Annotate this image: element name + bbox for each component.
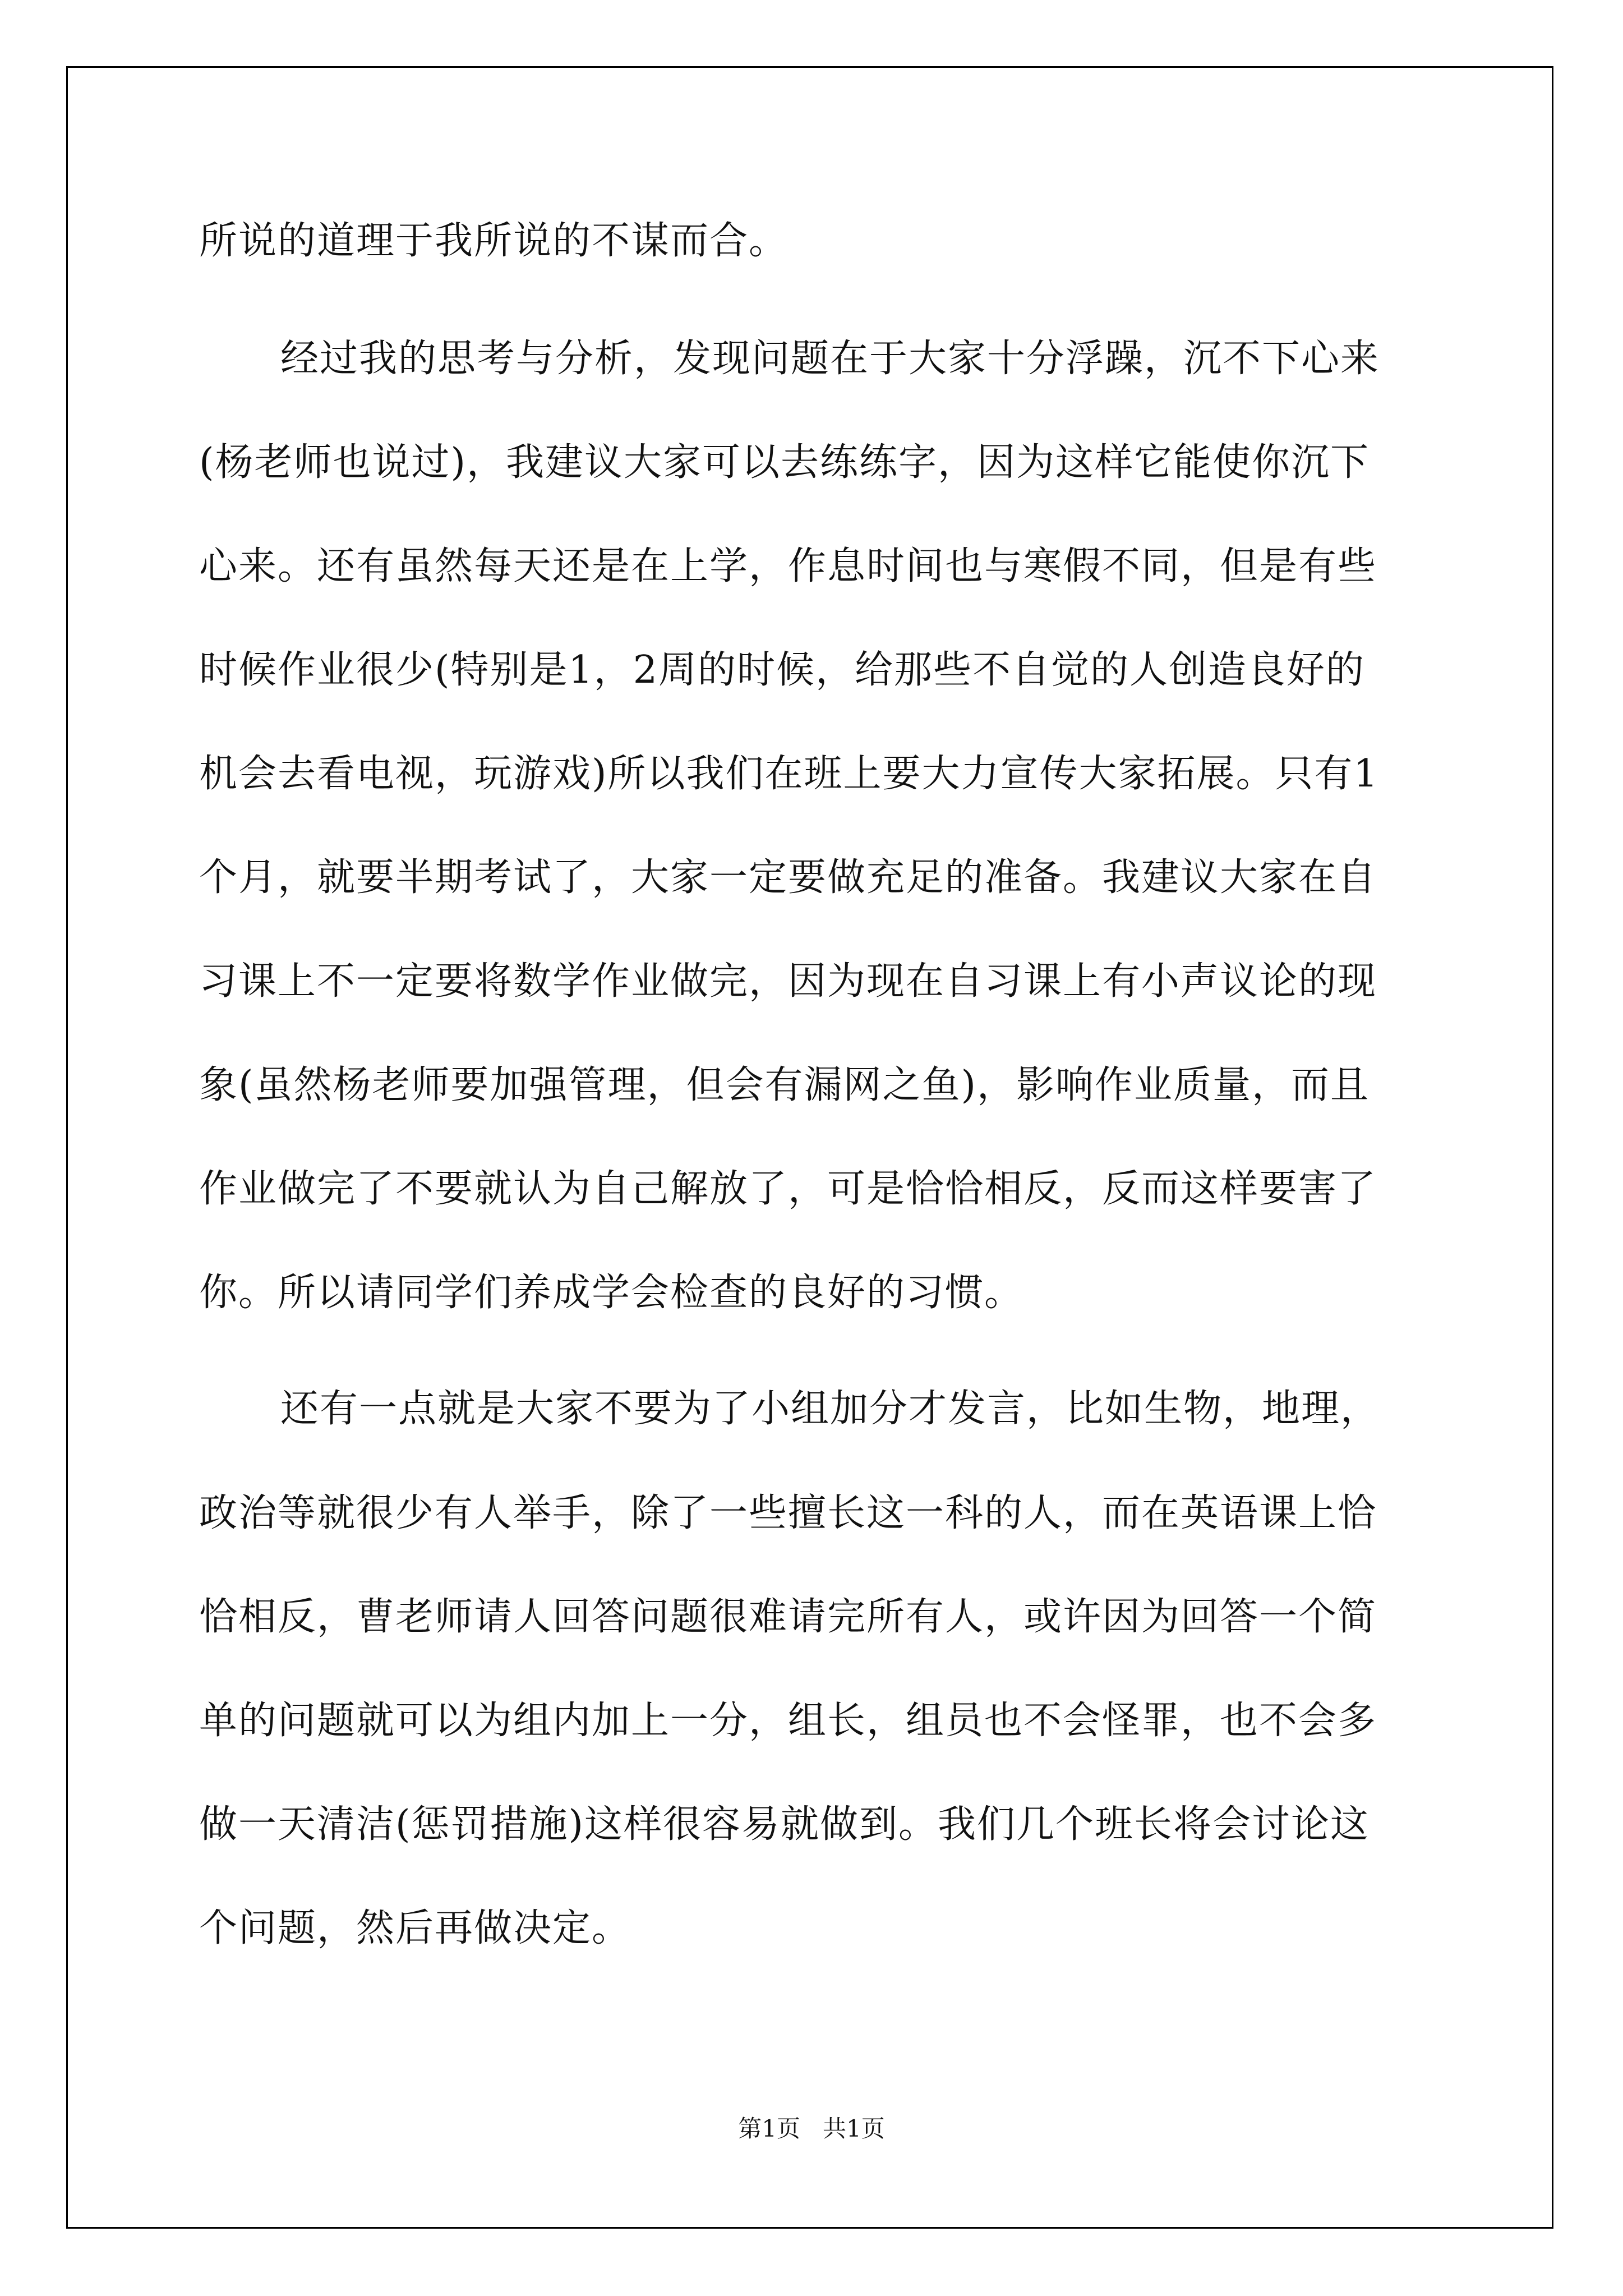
text-line: 经过我的思考与分析，发现问题在于大家十分浮躁，沉不下心来 xyxy=(280,337,1380,381)
text-line: 个月，就要半期考试了，大家一定要做充足的准备。我建议大家在自 xyxy=(199,855,1377,900)
text-line: 单的问题就可以为组内加上一分，组长，组员也不会怪罪，也不会多 xyxy=(199,1699,1377,1743)
text-line: (杨老师也说过)，我建议大家可以去练练字，因为这样它能使你沉下 xyxy=(199,440,1370,485)
text-line: 时候作业很少(特别是1，2周的时候，给那些不自觉的人创造良好的 xyxy=(199,648,1366,692)
text-line: 作业做完了不要就认为自己解放了，可是恰恰相反，反而这样要害了 xyxy=(199,1167,1377,1211)
text-line: 还有一点就是大家不要为了小组加分才发言，比如生物，地理， xyxy=(280,1387,1380,1431)
text-line: 政治等就很少有人举手，除了一些擅长这一科的人，而在英语课上恰 xyxy=(199,1491,1377,1535)
text-line: 恰相反，曹老师请人回答问题很难请完所有人，或许因为回答一个简 xyxy=(199,1595,1377,1639)
page-number-footer: 第1页 共1页 xyxy=(738,2115,885,2142)
text-line: 习课上不一定要将数学作业做完，因为现在自习课上有小声议论的现 xyxy=(199,959,1377,1004)
text-line: 心来。还有虽然每天还是在上学，作息时间也与寒假不同，但是有些 xyxy=(199,544,1377,588)
text-line: 象(虽然杨老师要加强管理，但会有漏网之鱼)，影响作业质量，而且 xyxy=(199,1063,1370,1107)
text-line: 所说的道理于我所说的不谋而合。 xyxy=(199,219,789,263)
text-line: 做一天清洁(惩罚措施)这样很容易就做到。我们几个班长将会讨论这 xyxy=(199,1802,1370,1847)
text-line: 你。所以请同学们养成学会检查的良好的习惯。 xyxy=(199,1271,1024,1315)
text-line: 机会去看电视，玩游戏)所以我们在班上要大力宣传大家拓展。只有1 xyxy=(199,752,1379,796)
text-line: 个问题，然后再做决定。 xyxy=(199,1906,631,1950)
